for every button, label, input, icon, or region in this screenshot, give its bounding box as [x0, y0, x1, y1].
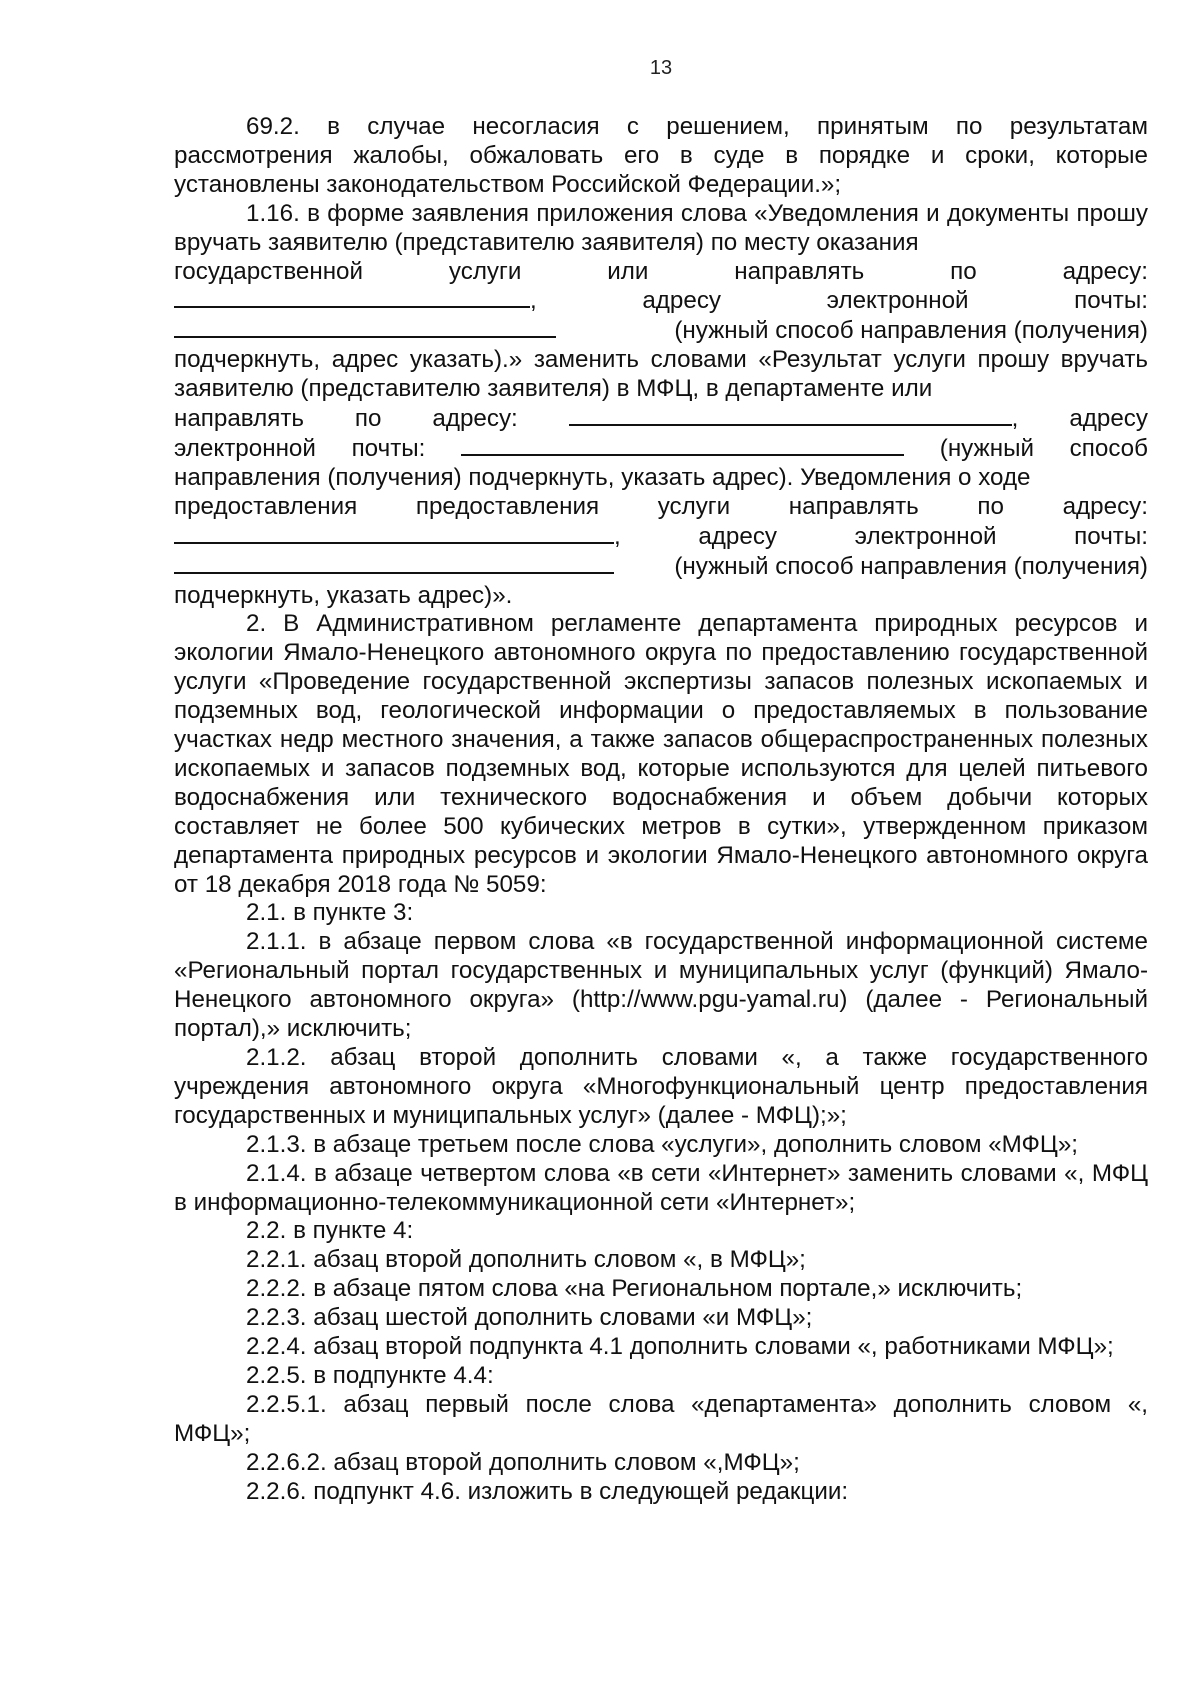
document-page [174, 0, 1148, 1697]
paragraph-2-2-6: 2.2.6. подпункт 4.6. изложить в следующей редакции: [246, 1477, 849, 1505]
line-email-blank-1: (нужный способ направления (получения) [174, 316, 1148, 346]
paragraph-2-2-3: 2.2.3. абзац шестой дополнить словами «и МФЦ»; [246, 1304, 813, 1332]
address-blank-field [569, 404, 1012, 426]
paragraph-2-1-3: 2.1.3. в абзаце третьем после слова «услуги», дополнить словом «МФЦ»; [246, 1130, 1078, 1158]
line-direct-address: направлять по адресу: , адресу [174, 405, 1148, 433]
address-blank-field [174, 286, 530, 308]
paragraph-2-1-1: 2.1.1. в абзаце первом слова «в государственной информационной системе «Региональный портал государственных и муниципальных услуг (функций) Ямало-Ненецкого автономного округа» (http://www.pgu-yamal.ru) (далее - Региональный портал),» исключить; [174, 928, 1148, 1043]
line-address-email-2: , адресу электронной почты: [174, 522, 1148, 552]
line-notification-progress: направления (получения) подчеркнуть, указать адрес). Уведомления о ходе [174, 463, 1031, 491]
paragraph-2-2-5-1: 2.2.5.1. абзац первый после слова «департамента» дополнить словом «, МФЦ»; [174, 1390, 1148, 1447]
email-blank-field [174, 316, 556, 338]
line-state-service-address: государственной услуги или направлять по адресу: [174, 257, 1148, 285]
paragraph-2-2-6-2: 2.2.6.2. абзац второй дополнить словом «,МФЦ»; [246, 1448, 800, 1476]
paragraph-1-16-replace: подчеркнуть, адрес указать).» заменить словами «Результат услуги прошу вручать заявителю (представителю заявителя) в МФЦ, в департаменте или [174, 346, 1148, 403]
paragraph-2-1: 2.1. в пункте 3: [246, 899, 414, 927]
paragraph-1-16-start: 1.16. в форме заявления приложения слова «Уведомления и документы прошу вручать заявителю (представителю заявителя) по месту оказания [174, 199, 1148, 256]
paragraph-2-2-4: 2.2.4. абзац второй подпункта 4.1 дополнить словами «, работниками МФЦ»; [246, 1333, 1114, 1361]
email-blank-field [461, 434, 904, 456]
paragraph-2-2-5: 2.2.5. в подпункте 4.4: [246, 1361, 494, 1389]
line-email-blank-2: (нужный способ направления (получения) [174, 552, 1148, 582]
paragraph-69-2: 69.2. в случае несогласия с решением, принятым по результатам рассмотрения жалобы, обжаловать его в суде в порядке и сроки, которые установлены законодательством Российской Федерации.»; [174, 113, 1148, 198]
paragraph-2: 2. В Административном регламенте департамента природных ресурсов и экологии Ямало-Ненецкого автономного округа по предоставлению государственной услуги «Проведение государственной экспертизы запасов полезных ископаемых и подземных вод, геологической информации о предоставляемых в пользование участках недр местного значения, а также запасов общераспространенных полезных ископаемых и запасов подземных вод, которые используются для целей питьевого водоснабжения или технического водоснабжения и объем добычи которых составляет не более 500 кубических метров в сутки», утвержденном приказом департамента природных ресурсов и экологии Ямало-Ненецкого автономного округа от 18 декабря 2018 года № 5059: [174, 610, 1148, 898]
paragraph-2-2-2: 2.2.2. в абзаце пятом слова «на Региональном портале,» исключить; [246, 1275, 1023, 1303]
email-blank-field [174, 552, 614, 574]
address-blank-field [174, 522, 614, 544]
line-provision-address: предоставления предоставления услуги направлять по адресу: [174, 492, 1148, 520]
line-email-method: электронной почты: (нужный способ [174, 434, 1148, 462]
paragraph-2-2-1: 2.2.1. абзац второй дополнить словом «, в МФЦ»; [246, 1246, 806, 1274]
line-address-email-1: , адресу электронной почты: [174, 286, 1148, 316]
line-underline-address: подчеркнуть, указать адрес)». [174, 581, 513, 609]
page-number: 13 [649, 57, 673, 79]
document-body [174, 113, 1148, 1507]
paragraph-2-1-2: 2.1.2. абзац второй дополнить словами «, а также государственного учреждения автономного округа «Многофункциональный центр предоставления государственных и муниципальных услуг» (далее - МФЦ);»; [174, 1044, 1148, 1129]
paragraph-2-1-4: 2.1.4. в абзаце четвертом слова «в сети «Интернет» заменить словами «, МФЦ в информационно-телекоммуникационной сети «Интернет»; [174, 1159, 1148, 1216]
paragraph-2-2: 2.2. в пункте 4: [246, 1217, 414, 1245]
